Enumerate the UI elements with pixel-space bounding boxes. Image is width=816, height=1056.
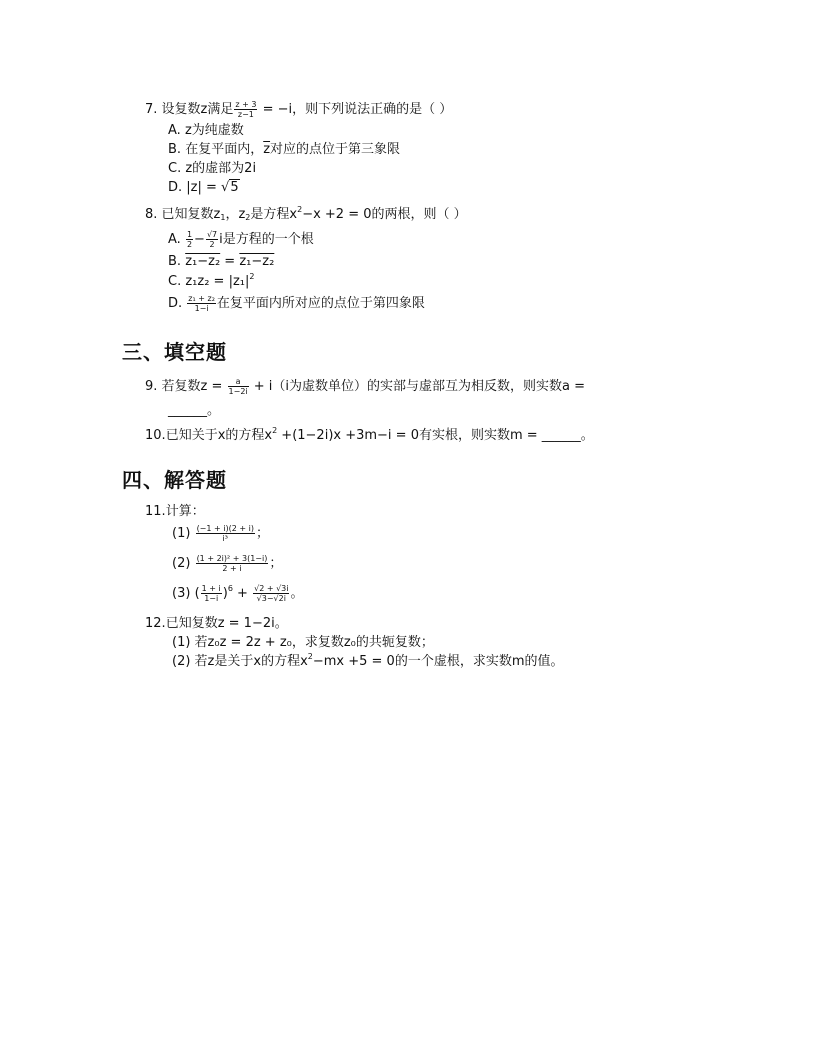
part-text: (2) 若z是关于x的方程x <box>172 654 308 669</box>
q9-stem <box>145 377 585 396</box>
q7-option-b <box>168 141 400 159</box>
option-label: B. <box>168 142 182 157</box>
q9-blank-line <box>168 402 220 420</box>
q7-option-c <box>168 160 256 178</box>
fraction-denominator: i³ <box>222 534 228 543</box>
q10-number: 10. <box>145 428 166 443</box>
q8-option-d <box>168 294 425 313</box>
fraction-denominator: √3−√2i <box>256 594 286 603</box>
q12-part-2 <box>172 653 564 671</box>
subscript: 2 <box>245 213 251 222</box>
superscript: 2 <box>297 205 303 214</box>
q8-option-a <box>168 230 314 249</box>
fraction-denominator: 1−i <box>204 594 219 603</box>
q8-stem <box>145 206 467 224</box>
q9-stem-text: 若复数z = <box>161 379 227 394</box>
fraction <box>206 230 218 249</box>
q10-stem-text: 已知关于x的方程x <box>165 428 273 443</box>
q7-fraction <box>234 100 257 119</box>
q8-option-b <box>168 253 274 271</box>
superscript: 2 <box>249 272 255 281</box>
option-label: A. <box>168 232 181 247</box>
q12-stem <box>145 615 288 633</box>
option-label: A. <box>168 123 181 138</box>
q8-option-c <box>168 273 254 291</box>
q12-part-1 <box>172 634 434 652</box>
option-label: C. <box>168 161 182 176</box>
q7-stem-tail: = −i，则下列说法正确的是（ ） <box>258 102 453 117</box>
paren-open: ( <box>194 586 200 601</box>
fraction-denominator: 2 <box>186 240 193 249</box>
fraction <box>228 377 249 396</box>
punctuation: ； <box>255 526 269 541</box>
minus-sign: − <box>194 232 205 247</box>
fraction <box>201 584 222 603</box>
q7-stem-text: 设复数z满足 <box>161 102 234 117</box>
q10-stem-tail: +(1−2i)x +3m−i = 0有实根，则实数m = ______。 <box>277 428 594 443</box>
q8-stem-text: 已知复数z <box>161 207 221 222</box>
punctuation: 。 <box>290 586 304 601</box>
equals-sign: = <box>220 254 240 269</box>
section-heading-fill-in: 三、填空题 <box>122 340 227 364</box>
option-text: i是方程的一个根 <box>219 232 314 247</box>
q7-stem <box>145 100 452 119</box>
q11-part-2 <box>172 554 282 573</box>
sqrt-symbol: √5 <box>221 180 239 195</box>
q12-number: 12. <box>145 616 166 631</box>
q11-title: 计算： <box>165 504 205 519</box>
q8-stem-tail: −x +2 = 0的两根，则（ ） <box>302 207 467 222</box>
q7-fraction-numerator: z + 3 <box>235 100 257 109</box>
option-text: z为纯虚数 <box>184 123 244 138</box>
answer-blank: ______。 <box>168 403 221 418</box>
q9-stem-tail: + i（i为虚数单位）的实部与虚部互为相反数，则实数a = <box>249 379 586 394</box>
q8-number: 8. <box>145 207 158 222</box>
part-label: (2) <box>172 556 191 571</box>
fraction <box>196 554 269 573</box>
fraction-denominator: 2 <box>209 240 215 249</box>
conjugate-z: $\overline{z}$ <box>263 142 271 157</box>
option-text: z的虚部为2i <box>185 161 257 176</box>
conjugate-expression: z₁−z₂ <box>185 254 221 269</box>
option-label: D. <box>168 180 183 195</box>
fraction-numerator: (1 + 2i)² + 3(1−i) <box>196 554 268 563</box>
q9-number: 9. <box>145 379 158 394</box>
part-label: (1) <box>172 526 191 541</box>
q7-option-a <box>168 122 244 140</box>
option-text: z₁z₂ = |z₁| <box>185 274 250 289</box>
option-text: 在复平面内所对应的点位于第四象限 <box>216 296 425 311</box>
q11-stem <box>145 503 205 521</box>
q12-title: 已知复数z = 1−2i。 <box>165 616 288 631</box>
q7-option-d <box>168 179 240 197</box>
option-label: C. <box>168 274 182 289</box>
option-label: B. <box>168 254 182 269</box>
fraction <box>196 524 255 543</box>
subscript: 1 <box>220 213 226 222</box>
fraction-denominator: 2 + i <box>222 564 242 573</box>
part-text: (1) 若z₀z = 2z + z₀，求复数z₀的共轭复数； <box>172 635 434 650</box>
option-text: |z| = <box>186 180 222 195</box>
fraction-numerator: z₁ + z₂ <box>188 294 215 303</box>
conjugate-expression: z₁−z₂ <box>239 254 275 269</box>
q10-stem <box>145 427 594 445</box>
fraction-numerator: √2 + √3i <box>254 584 289 593</box>
fraction-numerator: (−1 + i)(2 + i) <box>196 524 254 533</box>
superscript: 6 <box>227 584 233 593</box>
q11-number: 11. <box>145 504 166 519</box>
fraction-numerator: a <box>228 377 249 387</box>
option-text-tail: 对应的点位于第三象限 <box>270 142 401 157</box>
q11-part-3 <box>172 584 304 603</box>
q7-number: 7. <box>145 102 158 117</box>
q11-part-1 <box>172 524 269 543</box>
part-label: (3) <box>172 586 191 601</box>
section-heading-answers: 四、解答题 <box>122 468 227 492</box>
fraction <box>187 294 216 313</box>
superscript: 2 <box>272 426 278 435</box>
fraction <box>253 584 289 603</box>
punctuation: ； <box>269 556 283 571</box>
fraction-denominator: 1−i <box>194 304 209 313</box>
fraction-numerator: √7 <box>206 230 218 239</box>
option-label: D. <box>168 296 183 311</box>
sqrt-radicand: 5 <box>230 180 239 195</box>
q8-stem-mid: ，z <box>225 207 246 222</box>
option-text: 在复平面内， <box>185 142 264 157</box>
q7-fraction-denominator: z−1 <box>237 110 254 119</box>
fraction <box>186 230 193 249</box>
fraction-numerator: 1 <box>186 230 193 239</box>
superscript: 2 <box>307 652 313 661</box>
fraction-numerator: 1 + i <box>201 584 221 593</box>
plus-sign: + <box>232 586 253 601</box>
q8-stem-mid2: 是方程x <box>250 207 298 222</box>
fraction-denominator: 1−2i <box>228 387 248 396</box>
paren-close: ) <box>222 586 228 601</box>
part-text-tail: −mx +5 = 0的一个虚根，求实数m的值。 <box>312 654 564 669</box>
